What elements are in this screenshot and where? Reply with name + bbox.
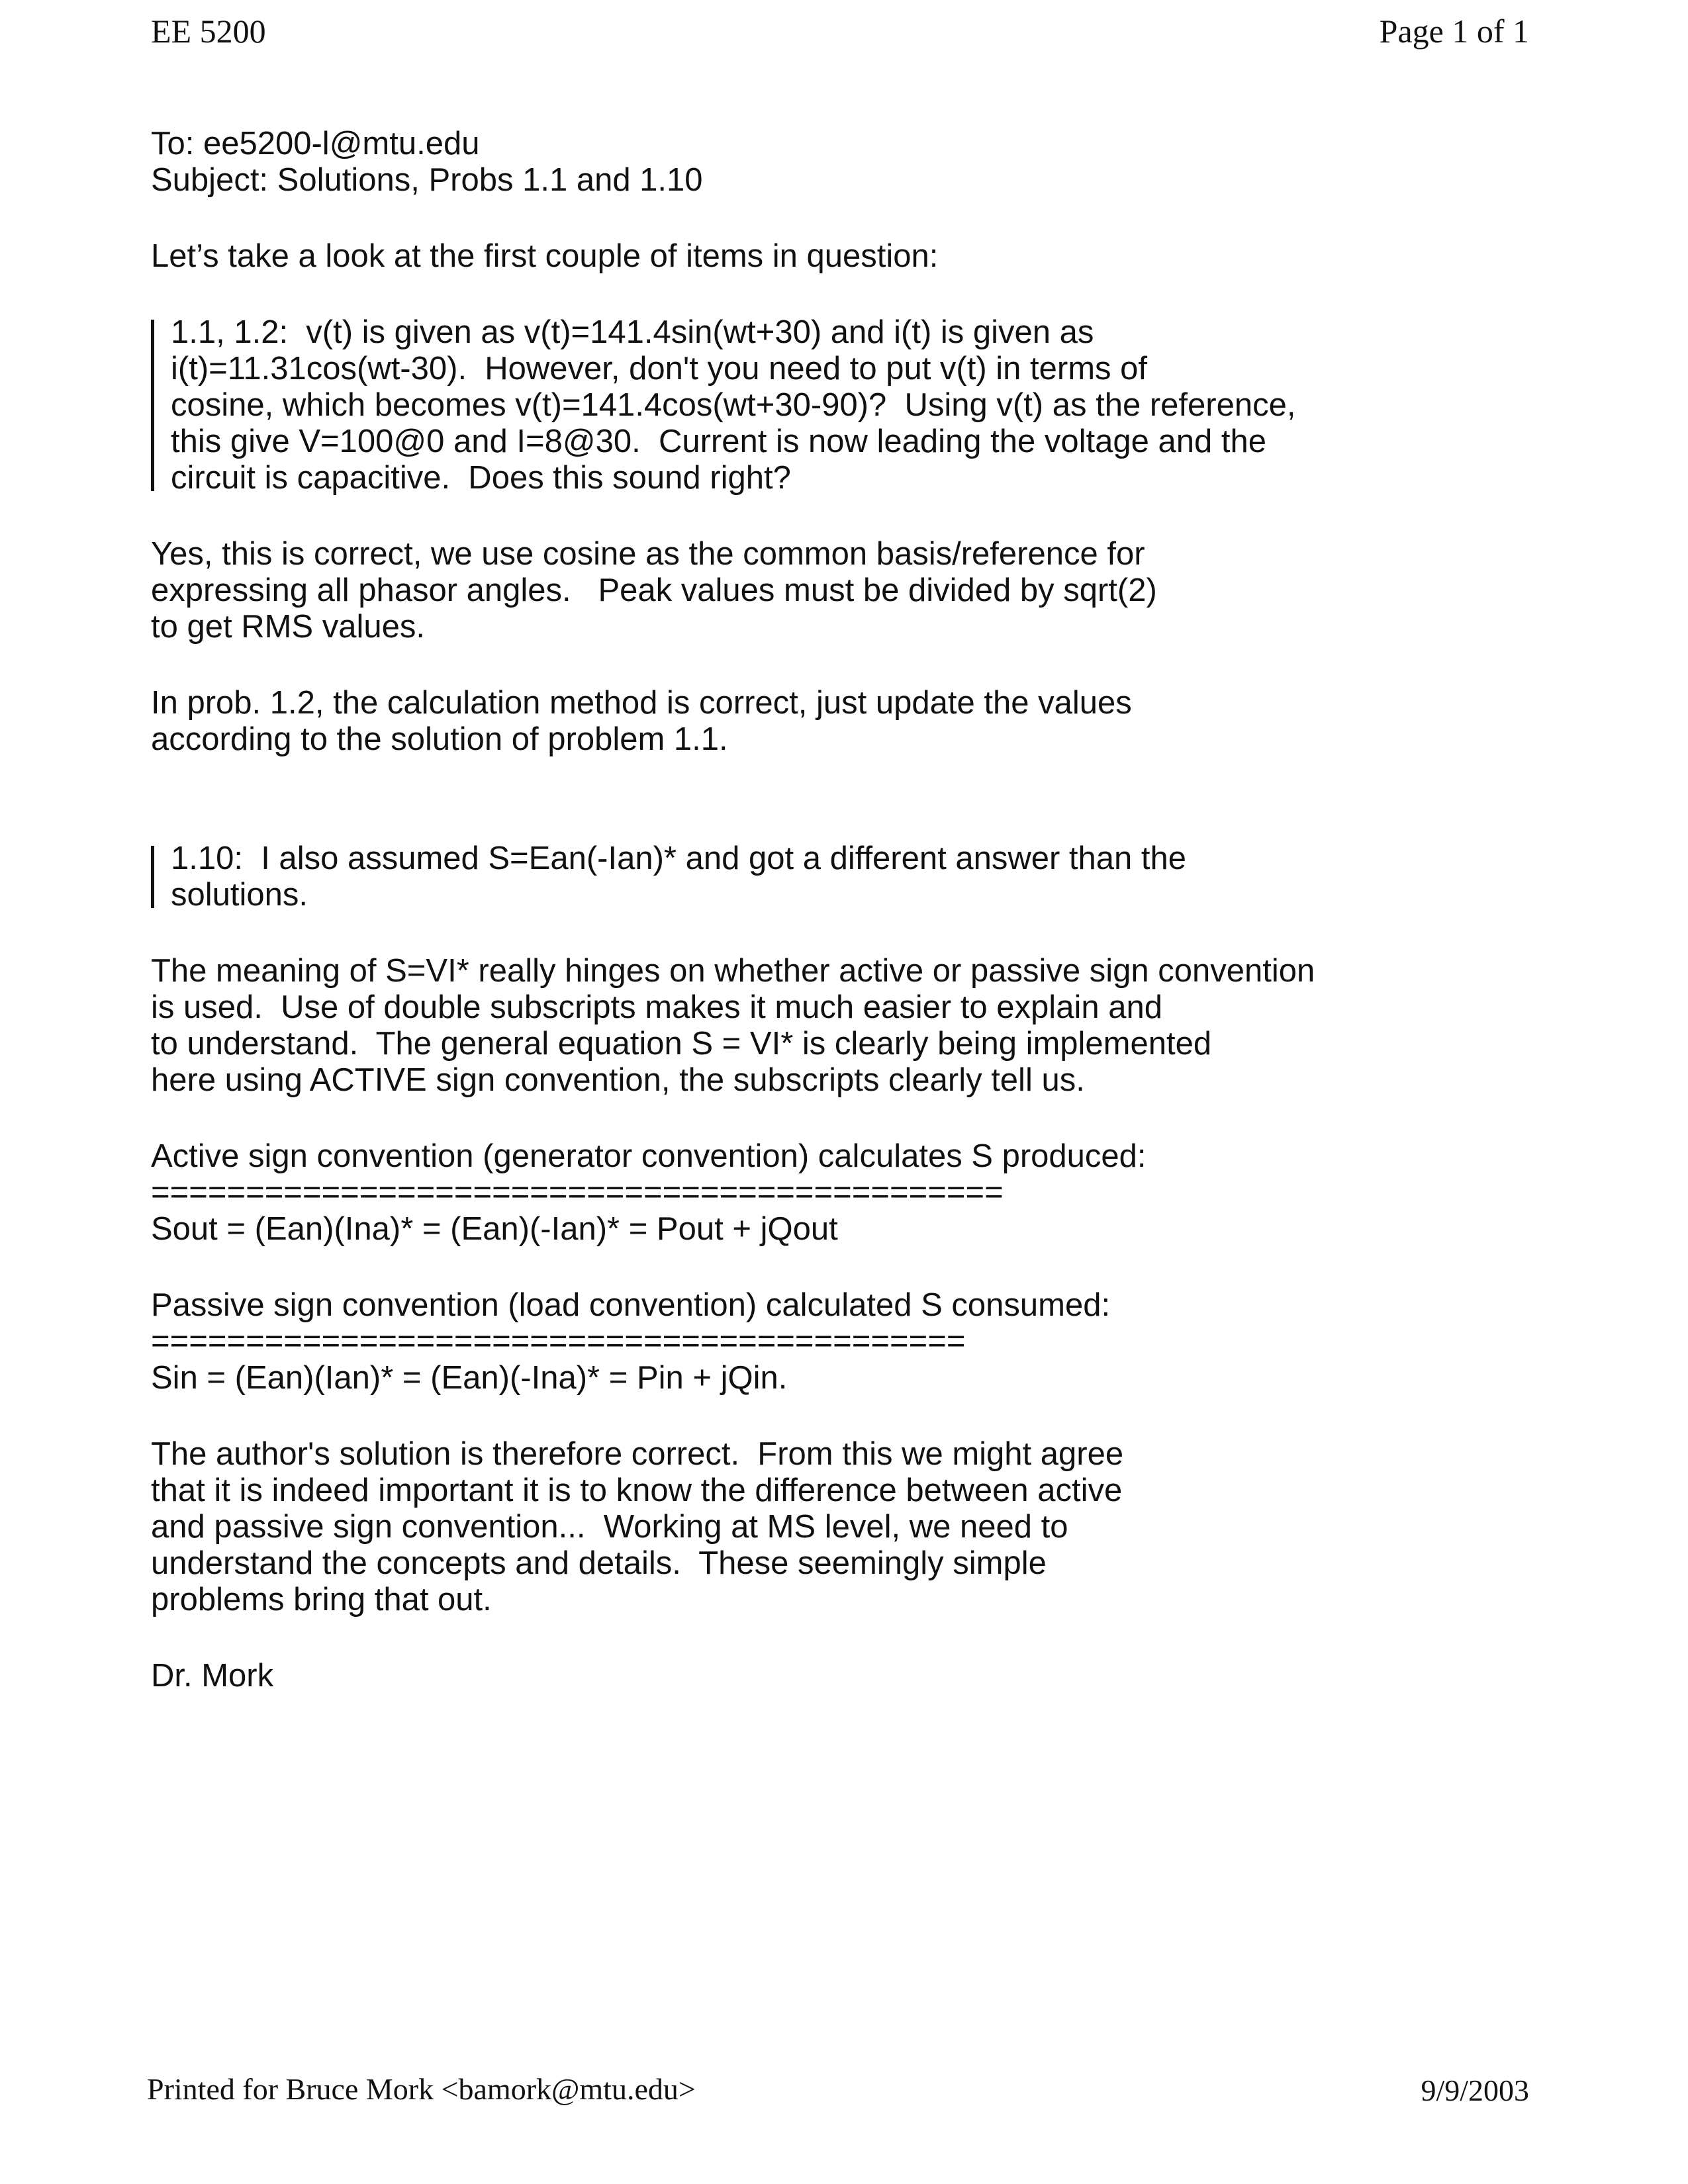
subject-line: Subject: Solutions, Probs 1.1 and 1.10 [151,162,703,198]
course-header: EE 5200 [151,13,266,50]
quote-bar [151,320,154,491]
email-body [151,126,1541,1694]
signature: Dr. Mork [151,1658,274,1694]
print-date: 9/9/2003 [1421,2073,1529,2107]
quoted-question-1: 1.1, 1.2: v(t) is given as v(t)=141.4sin(wt+30) and i(t) is given as i(t)=11.31cos(wt-30). However, don't you need to put v(t) in terms of cosine, which becomes v(t)=141.4cos(wt+30-90)? Using v(t) as the reference, this give V=100@0 and I=8@30. Current is now leading the voltage and the circuit is capacitive. Does this sound right? [151,314,1541,496]
passive-convention-block: Passive sign convention (load convention) calculated S consumed: =========================================== Sin = (Ean)(Ian)* = (Ean)(-Ina)* = Pin + jQin. [151,1287,1541,1396]
printed-for-footer: Printed for Bruce Mork <bamork@mtu.edu> [147,2072,696,2106]
reply-paragraph-1: Yes, this is correct, we use cosine as the common basis/reference for expressing all phasor angles. Peak values must be divided by sqrt(2) to get RMS values. [151,536,1157,645]
quote-bar [151,846,154,908]
to-line: To: ee5200-l@mtu.edu [151,126,480,161]
email-header [151,126,1541,199]
separator-line: =========================================== [151,1324,966,1359]
quoted-question-2: 1.10: I also assumed S=Ean(-Ian)* and got a different answer than the solutions. [151,841,1541,913]
conclusion-paragraph: The author's solution is therefore correct. From this we might agree that it is indeed important it is to know the difference between active and passive sign convention... Working at MS level, we need to understand the concepts and details. These seemingly simple problems bring that out. [151,1436,1124,1617]
reply-paragraph-2: In prob. 1.2, the calculation method is correct, just update the values according to the solution of problem 1.1. [151,685,1132,757]
page-number: Page 1 of 1 [1379,13,1529,50]
active-convention-block: Active sign convention (generator convention) calculates S produced: ============================================= Sout = (Ean)(Ina)* = (Ean)(-Ian)* = Pout + jQout [151,1138,1541,1248]
separator-line: ============================================= [151,1175,1004,1210]
reply-paragraph-3: The meaning of S=VI* really hinges on whether active or passive sign convention is used. Use of double subscripts makes it much easier to explain and to understand. The general equation S = VI* is clearly being implemented here using ACTIVE sign convention, the subscripts clearly tell us. [151,953,1315,1098]
intro-paragraph: Let’s take a look at the first couple of items in question: [151,238,939,274]
